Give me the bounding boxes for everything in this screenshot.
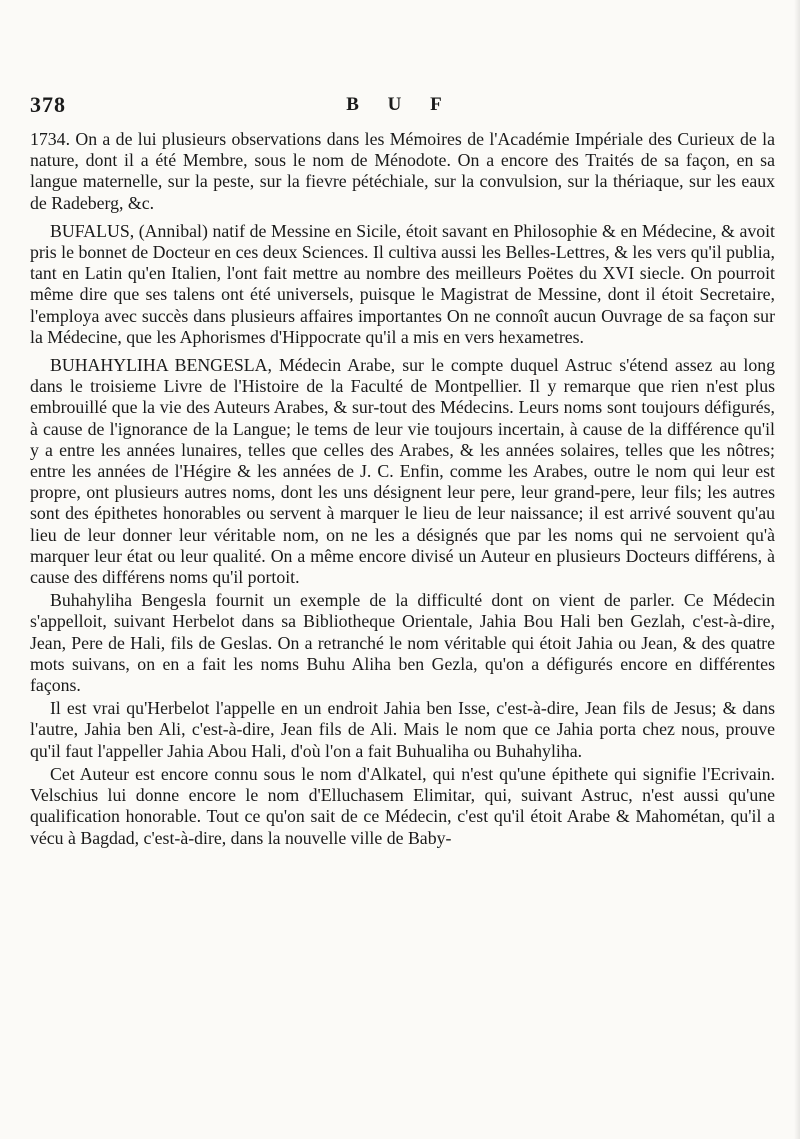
paragraph-herbelot-names: Il est vrai qu'Herbelot l'appelle en un endroit Jahia ben Isse, c'est-à-dire, Jean fils de Jesus; & dans l'autre, Jahia ben Ali, c'est-à-dire, Jean fils de Ali. Mais le nom que ce Jahia porta chez nous, prouve qu'il faut l'appeller Jahia Abou Hali, d'où l'on a fait Buhualiha ou Buhahyliha. — [30, 698, 775, 761]
page-body — [30, 129, 775, 851]
page-edge-shadow — [794, 0, 800, 1139]
paragraph-alkatel: Cet Auteur est encore connu sous le nom d'Alkatel, qui n'est qu'une épithete qui signifie l'Ecrivain. Velschius lui donne encore le nom d'Elluchasem Elimitar, qui, suivant Astruc, n'est aussi qu'une qualification honorable. Tout ce qu'on sait de ce Médecin, c'est qu'il étoit Arabe & Mahométan, qu'il a vécu à Bagdad, c'est-à-dire, dans la nouvelle ville de Baby- — [30, 763, 775, 848]
entry-buhahyliha-bengesla: BUHAHYLIHA BENGESLA, Médecin Arabe, sur le compte duquel Astruc s'étend assez au long dans le troisieme Livre de l'Histoire de la Faculté de Montpellier. Il y remarque que rien n'est plus embrouillé que la vie des Auteurs Arabes, & sur-tout des Médecins. Leurs noms sont toujours défigurés, à cause de l'ignorance de la Langue; le tems de leur vie toujours incertain, à cause de la différence qu'il y a entre les années lunaires, telles que celles des Arabes, & les années solaires, telles que les nôtres; entre les années de l'Hégire & les années de J. C. Enfin, comme les Arabes, outre le nom qui leur est propre, ont plusieurs autres noms, dont les uns désignent leur pere, leur grand-pere, leur fils; les autres sont des épithetes honorables ou servent à marquer le lieu de leur naissance; il est arrivé souvent qu'au lieu de leur donner leur véritable nom, on ne les a désignés que par les noms qui ne servoient qu'à marquer leur état ou leur qualité. On a même encore divisé un Auteur en plusieurs Docteurs différens, à cause des différens noms qu'il portoit. — [30, 355, 775, 588]
paragraph-buhahyliha-example: Buhahyliha Bengesla fournit un exemple de la difficulté dont on vient de parler. Ce Médecin s'appelloit, suivant Herbelot dans sa Bibliotheque Orientale, Jahia Bou Hali ben Gezlah, c'est-à-dire, Jean, Pere de Hali, fils de Geslas. On a retranché le nom véritable qui étoit Jahia ou Jean, & des quatre mots suivans, on en a fait les noms Buhu Aliha ben Gezla, qu'on a défigurés encore en différentes façons. — [30, 590, 775, 696]
page-header — [30, 92, 770, 122]
running-head: B U F — [346, 94, 454, 115]
paragraph-continuation: 1734. On a de lui plusieurs observations dans les Mémoires de l'Académie Impériale des Curieux de la nature, dont il a été Membre, sous le nom de Ménodote. On a encore des Traités de sa façon, en sa langue maternelle, sur la peste, sur la fievre pétéchiale, sur la convulsion, sur la thériaque, sur les eaux de Radeberg, &c. — [30, 129, 775, 213]
page-number: 378 — [30, 92, 66, 117]
entry-bufalus: BUFALUS, (Annibal) natif de Messine en Sicile, étoit savant en Philosophie & en Médecine, & avoit pris le bonnet de Docteur en ces deux Sciences. Il cultiva aussi les Belles-Lettres, & les vers qu'il publia, tant en Latin qu'en Italien, l'ont fait mettre au nombre des meilleurs Poëtes du XVI siecle. On pourroit même dire que ses talens ont été universels, puisque le Magistrat de Messine, dont il étoit Secretaire, l'employa avec succès dans plusieurs affaires importantes On ne connoît aucun Ouvrage de sa façon sur la Médecine, que les Aphorismes d'Hippocrate qu'il a mis en vers hexametres. — [30, 220, 775, 347]
